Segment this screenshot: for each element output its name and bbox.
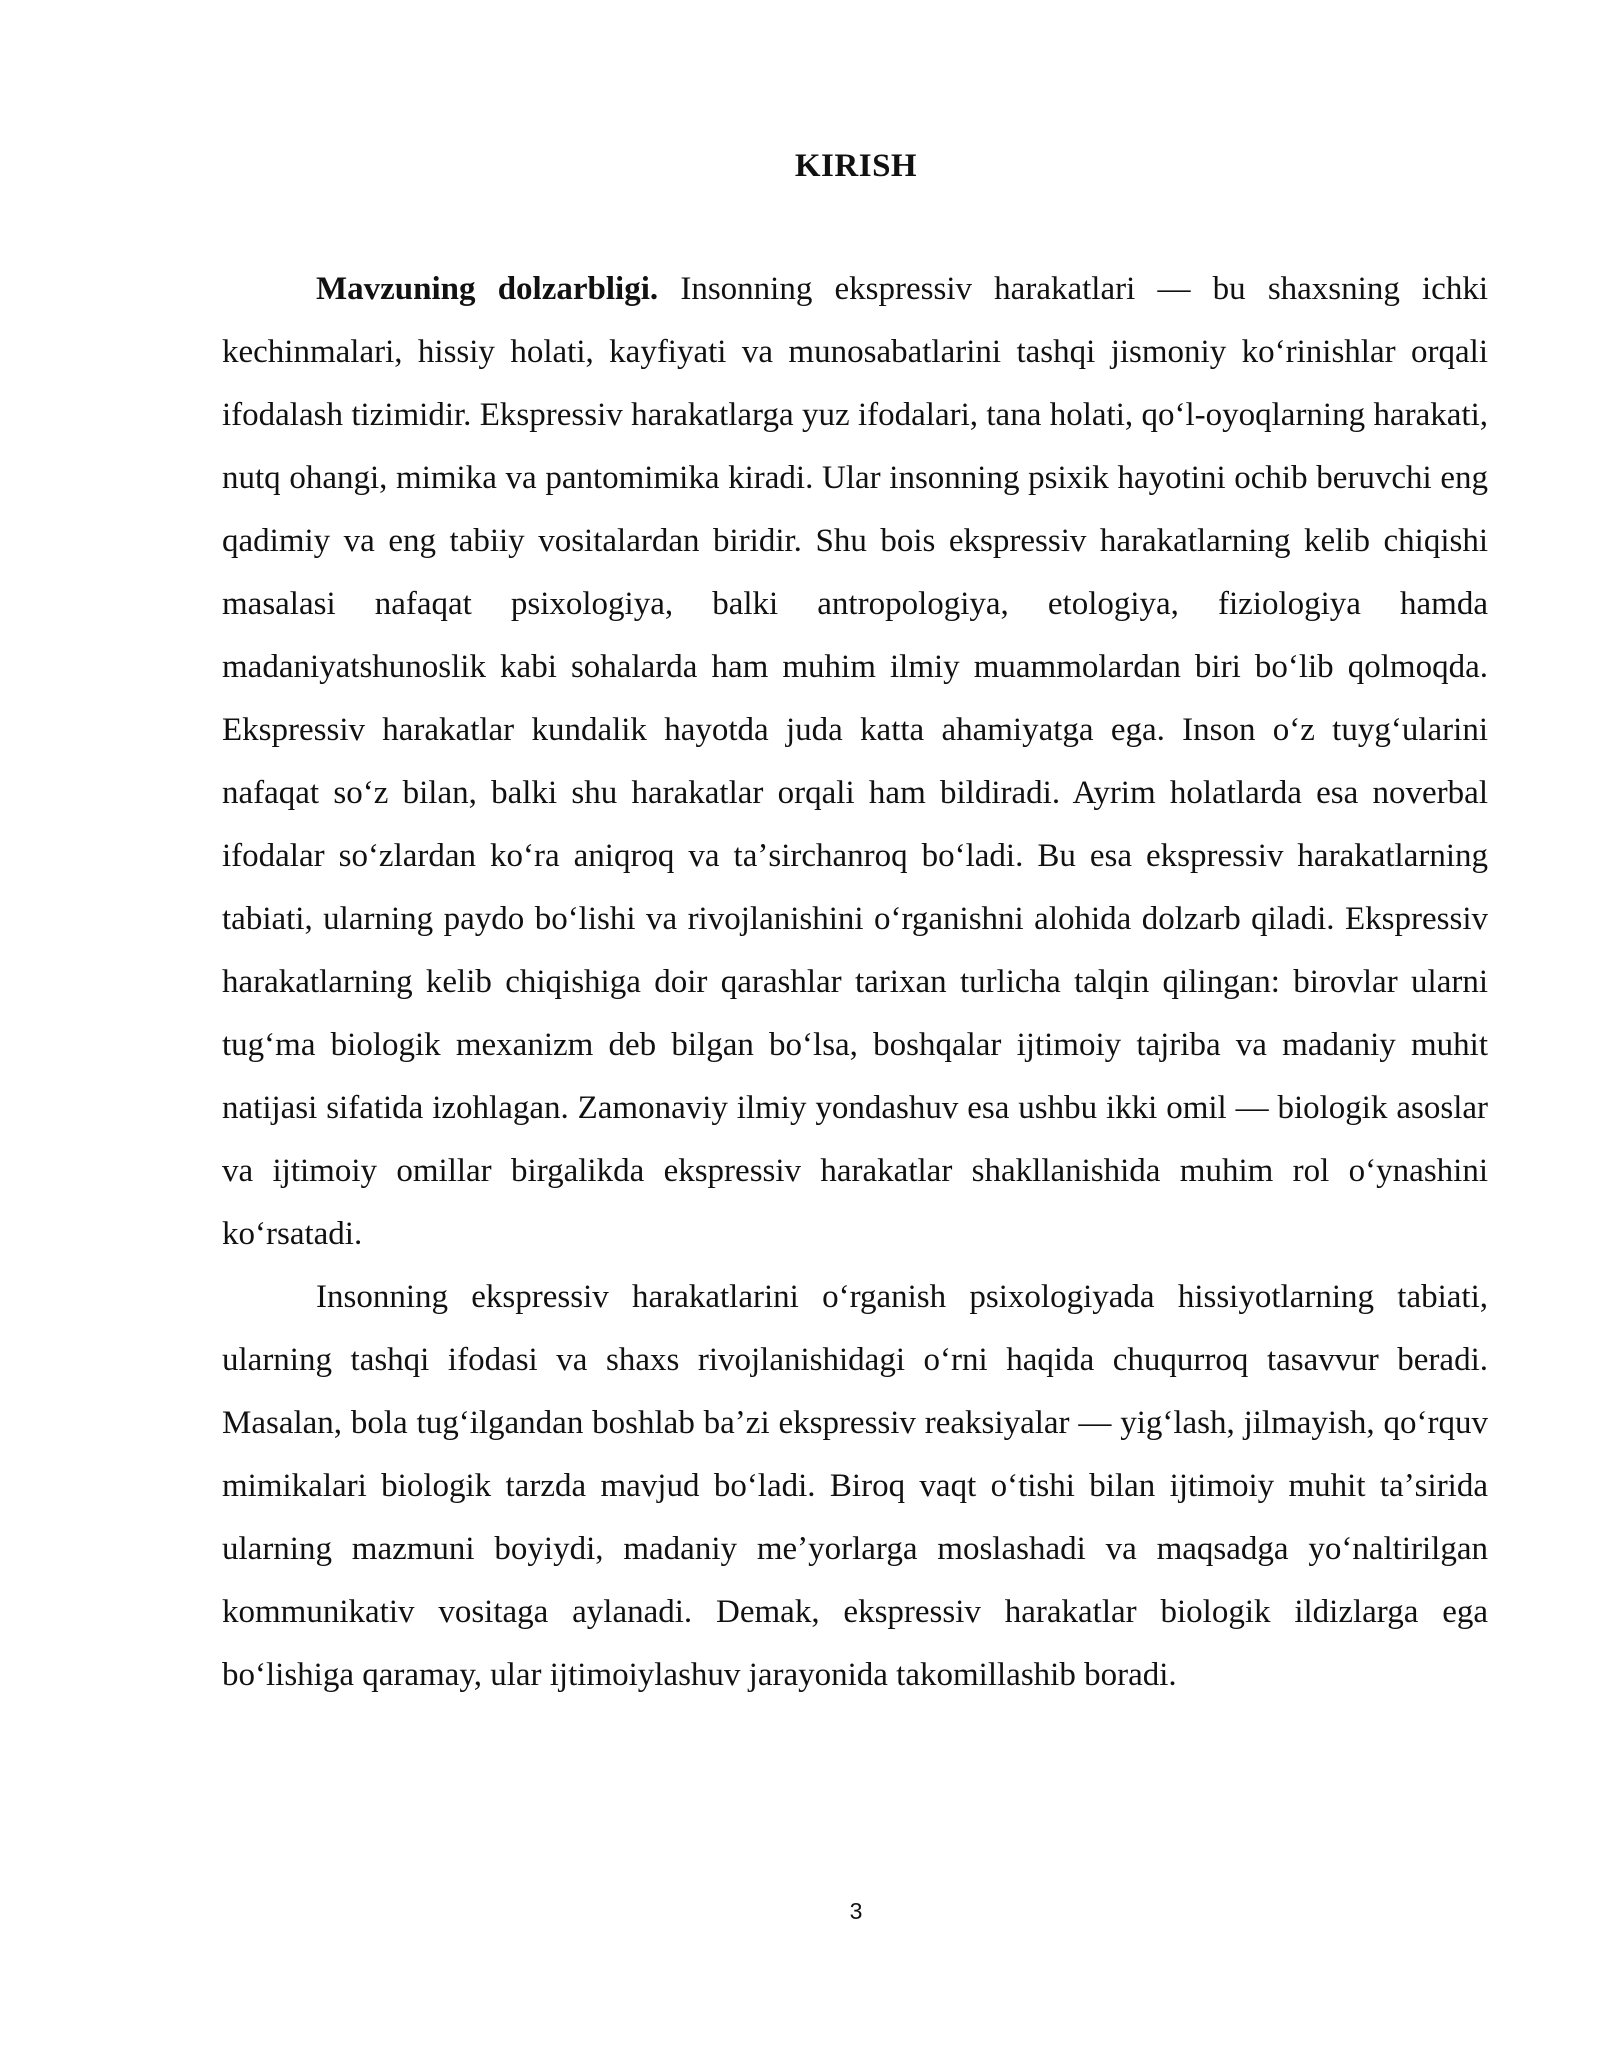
paragraph-text: Insonning ekspressiv harakatlarini oʻrganish psixologiyada hissiyotlarning tabiati, ularning tashqi ifodasi va shaxs rivojlanishidagi oʻrni haqida chuqurroq tasavvur beradi. Masalan, bola tugʻilgandan boshlab baʼzi ekspressiv reaksiyalar — yigʻlash, jilmayish, qoʻrquv mimikalari biologik tarzda mavjud boʻladi. Biroq vaqt oʻtishi bilan ijtimoiy muhit taʼsirida ularning mazmuni boyiydi, madaniy meʼyorlarga moslashadi va maqsadga yoʻnaltirilgan kommunikativ vositaga aylanadi. Demak, ekspressiv harakatlar biologik ildizlarga ega boʻlishiga qaramay, ular ijtimoiylashuv jarayonida takomillashib boradi. — [222, 1279, 1488, 1693]
paragraph-text: Insonning ekspressiv harakatlari — bu shaxsning ichki kechinmalari, hissiy holati, kayfiyati va munosabatlarini tashqi jismoniy koʻrinishlar orqali ifodalash tizimidir. Ekspressiv harakatlarga yuz ifodalari, tana holati, qoʻl-oyoqlarning harakati, nutq ohangi, mimika va pantomimika kiradi. Ular insonning psixik hayotini ochib beruvchi eng qadimiy va eng tabiiy vositalardan biridir. Shu bois ekspressiv harakatlarning kelib chiqishi masalasi nafaqat psixologiya, balki antropologiya, etologiya, fiziologiya hamda madaniyatshunoslik kabi sohalarda ham muhim ilmiy muammolardan biri boʻlib qolmoqda. Ekspressiv harakatlar kundalik hayotda juda katta ahamiyatga ega. Inson oʻz tuygʻularini nafaqat soʻz bilan, balki shu harakatlar orqali ham bildiradi. Ayrim holatlarda esa noverbal ifodalar soʻzlardan koʻra aniqroq va taʼsirchanroq boʻladi. Bu esa ekspressiv harakatlarning tabiati, ularning paydo boʻlishi va rivojlanishini oʻrganishni alohida dolzarb qiladi. Ekspressiv harakatlarning kelib chiqishiga doir qarashlar tarixan turlicha talqin qilingan: birovlar ularni tugʻma biologik mexanizm deb bilgan boʻlsa, boshqalar ijtimoiy tajriba va madaniy muhit natijasi sifatida izohlagan. Zamonaviy ilmiy yondashuv esa ushbu ikki omil — biologik asoslar va ijtimoiy omillar birgalikda ekspressiv harakatlar shakllanishida muhim rol oʻynashini koʻrsatadi. — [222, 271, 1488, 1252]
section-heading: KIRISH — [794, 148, 918, 184]
paragraph-lead: Mavzuning dolzarbligi. — [316, 271, 659, 307]
page-number: 3 — [849, 1898, 863, 1924]
paragraph-study — [222, 1266, 1488, 1707]
paragraph-relevance — [222, 258, 1488, 1266]
body-text — [222, 258, 1488, 1707]
